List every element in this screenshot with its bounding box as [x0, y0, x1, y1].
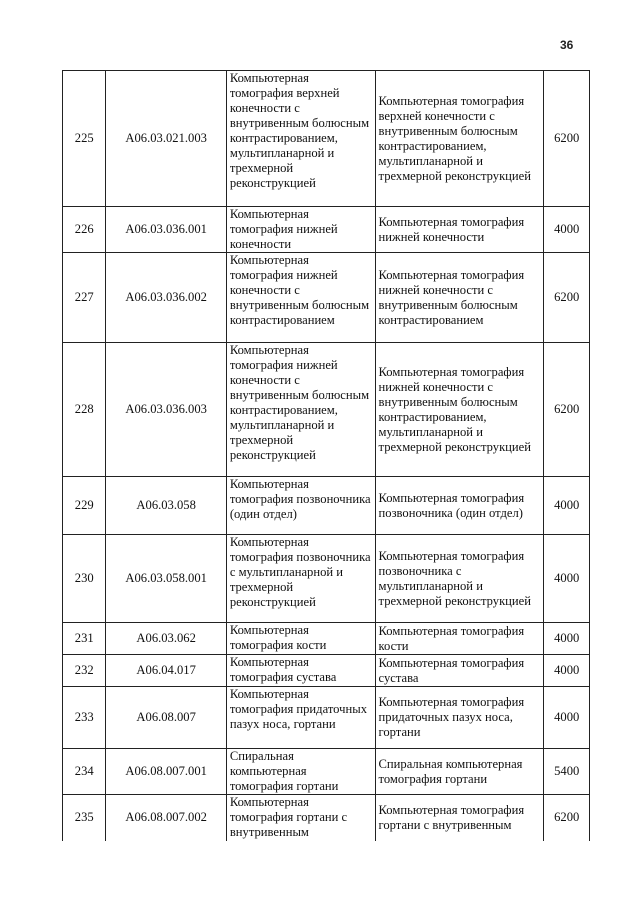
service-code: A06.03.036.003 [106, 343, 226, 477]
table-row [63, 687, 590, 749]
service-code: A06.04.017 [106, 655, 226, 687]
service-full-name: Компьютерная томография гортани с внутривенным [375, 795, 544, 841]
service-code: A06.03.021.003 [106, 71, 226, 207]
row-number: 233 [63, 687, 106, 749]
page-number: 36 [560, 38, 574, 52]
row-number: 226 [63, 207, 106, 253]
service-full-name: Компьютерная томография верхней конечности с внутривенным болюсным контрастированием, мультипланарной и трехмерной реконструкцией [375, 71, 544, 207]
table-row [63, 655, 590, 687]
service-short-name: Компьютерная томография нижней конечности с внутривенным болюсным контрастированием, мультипланарной и трехмерной реконструкцией [226, 343, 375, 477]
row-number: 231 [63, 623, 106, 655]
row-number: 235 [63, 795, 106, 841]
row-number: 225 [63, 71, 106, 207]
service-full-name: Компьютерная томография сустава [375, 655, 544, 687]
row-number: 232 [63, 655, 106, 687]
service-price: 6200 [544, 343, 590, 477]
service-short-name: Компьютерная томография сустава [226, 655, 375, 687]
service-short-name: Компьютерная томография кости [226, 623, 375, 655]
service-price: 4000 [544, 477, 590, 535]
table-row [63, 253, 590, 343]
service-short-name: Компьютерная томография позвоночника с мультипланарной и трехмерной реконструкцией [226, 535, 375, 623]
service-full-name: Компьютерная томография нижней конечности [375, 207, 544, 253]
row-number: 229 [63, 477, 106, 535]
service-short-name: Компьютерная томография гортани с внутривенным [226, 795, 375, 841]
service-price: 6200 [544, 795, 590, 841]
service-code: A06.03.058.001 [106, 535, 226, 623]
service-short-name: Компьютерная томография нижней конечности [226, 207, 375, 253]
table-row [63, 207, 590, 253]
service-full-name: Компьютерная томография кости [375, 623, 544, 655]
service-price: 6200 [544, 253, 590, 343]
service-code: A06.03.036.001 [106, 207, 226, 253]
service-full-name: Компьютерная томография нижней конечности с внутривенным болюсным контрастированием, мультипланарной и трехмерной реконструкцией [375, 343, 544, 477]
row-number: 230 [63, 535, 106, 623]
service-price: 4000 [544, 687, 590, 749]
row-number: 227 [63, 253, 106, 343]
service-price: 4000 [544, 655, 590, 687]
row-number: 234 [63, 749, 106, 795]
service-code: A06.08.007.001 [106, 749, 226, 795]
service-code: A06.03.058 [106, 477, 226, 535]
service-price: 4000 [544, 623, 590, 655]
services-price-table [62, 70, 590, 841]
service-short-name: Компьютерная томография позвоночника (один отдел) [226, 477, 375, 535]
service-price: 4000 [544, 207, 590, 253]
service-code: A06.03.062 [106, 623, 226, 655]
table-row [63, 343, 590, 477]
row-number: 228 [63, 343, 106, 477]
table-row [63, 749, 590, 795]
table-row [63, 535, 590, 623]
service-full-name: Компьютерная томография придаточных пазух носа, гортани [375, 687, 544, 749]
service-price: 4000 [544, 535, 590, 623]
table-row [63, 623, 590, 655]
service-code: A06.08.007 [106, 687, 226, 749]
service-short-name: Компьютерная томография верхней конечности с внутривенным болюсным контрастированием, мультипланарной и трехмерной реконструкцией [226, 71, 375, 207]
service-full-name: Компьютерная томография позвоночника с мультипланарной и трехмерной реконструкцией [375, 535, 544, 623]
service-price: 5400 [544, 749, 590, 795]
service-price: 6200 [544, 71, 590, 207]
service-full-name: Компьютерная томография нижней конечности с внутривенным болюсным контрастированием [375, 253, 544, 343]
service-full-name: Компьютерная томография позвоночника (один отдел) [375, 477, 544, 535]
service-short-name: Спиральная компьютерная томография гортани [226, 749, 375, 795]
service-code: A06.03.036.002 [106, 253, 226, 343]
table-row [63, 795, 590, 841]
service-full-name: Спиральная компьютерная томография гортани [375, 749, 544, 795]
service-short-name: Компьютерная томография придаточных пазух носа, гортани [226, 687, 375, 749]
table-row [63, 477, 590, 535]
table-row [63, 71, 590, 207]
service-code: A06.08.007.002 [106, 795, 226, 841]
service-short-name: Компьютерная томография нижней конечности с внутривенным болюсным контрастированием [226, 253, 375, 343]
